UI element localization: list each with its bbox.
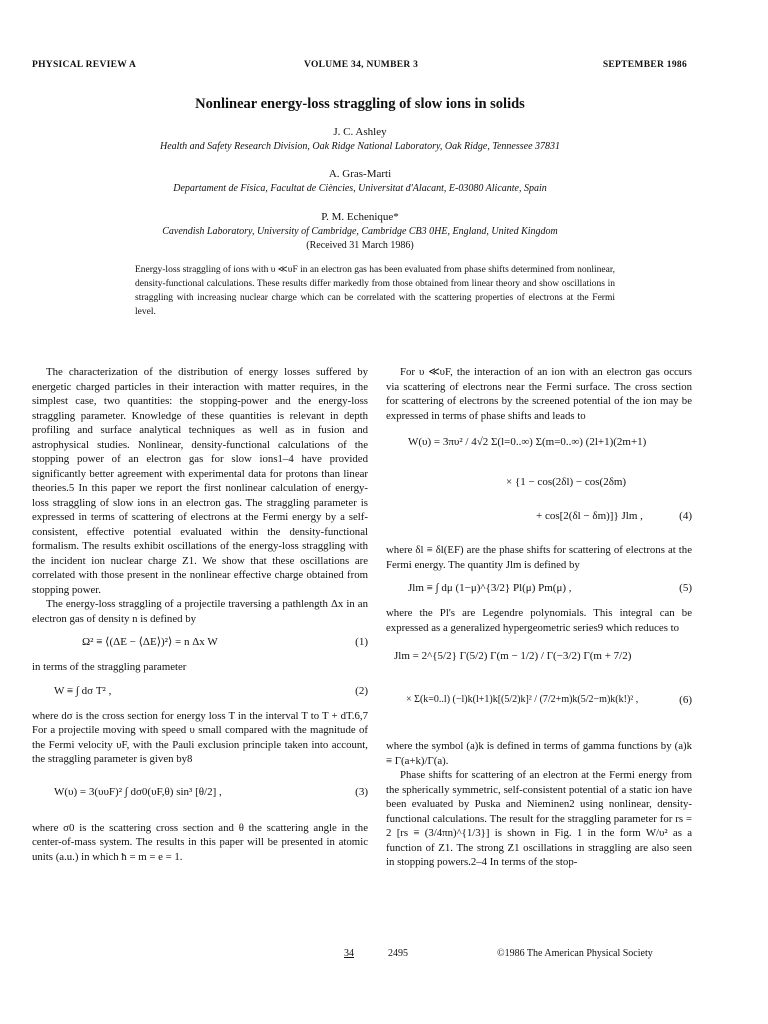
- paragraph-results: Phase shifts for scattering of an electron at the Fermi energy from the spherically symmetric, self-consistent potential of a static ion have been evaluated by Puska and Nieminen2 using nonlinear, density-functional calculations. The result for the straggling parameter for rs = 2 [rs ≡ (3/4πn)^{1/3}] is shown in Fig. 1 in the form W/υ² as a function of Z1. The strong Z1 oscillations in straggling are also seen in stopping powers.2–4 In terms of the stop-: [386, 769, 692, 868]
- equation-4: [386, 429, 692, 537]
- footer-copyright: ©1986 The American Physical Society: [497, 948, 653, 959]
- equation-6: [386, 641, 692, 733]
- equation-4-line-3: + cos[2(δl − δm)]} Jlm ,: [536, 510, 643, 522]
- paragraph-legendre: where the Pl's are Legendre polynomials. This integral can be expressed as a generalized hypergeometric series9 which reduces to: [386, 607, 692, 634]
- equation-5-number: (5): [679, 582, 692, 594]
- paragraph-interaction: For υ ≪υF, the interaction of an ion with an electron gas occurs via scattering of electrons near the Fermi surface. The cross section for scattering of electrons by the screened potential of the ion may be expressed in terms of phase shifts and leads to: [386, 366, 692, 422]
- paper-title: Nonlinear energy-loss straggling of slow ions in solids: [195, 96, 525, 112]
- equation-4-number: (4): [679, 510, 692, 522]
- equation-6-number: (6): [679, 694, 692, 706]
- equation-6-line-1: Jlm = 2^{5/2} Γ(5/2) Γ(m − 1/2) / Γ(−3/2) Γ(m + 7/2): [394, 650, 632, 662]
- equation-4-line-2: × {1 − cos(2δl) − cos(2δm): [506, 476, 627, 488]
- right-column: [386, 365, 692, 870]
- equation-5-body: Jlm ≡ ∫ dμ (1−μ)^{3/2} Pl(μ) Pm(μ) ,: [408, 582, 572, 594]
- paragraph-gamma: where the symbol (a)k is defined in terms of gamma functions by (a)k ≡ Γ(a+k)/Γ(a).: [386, 740, 692, 767]
- journal-name: PHYSICAL REVIEW A: [32, 60, 137, 70]
- equation-4-line-1: W(υ) = 3πυ² / 4√2 Σ(l=0..∞) Σ(m=0..∞) (2l+1)(2m+1): [408, 436, 647, 448]
- running-header: [32, 60, 687, 76]
- equation-2-number: (2): [355, 684, 368, 697]
- affiliation-3: Cavendish Laboratory, University of Cambridge, Cambridge CB3 0HE, England, United Kingdom: [162, 226, 558, 237]
- paragraph-straggling-param: in terms of the straggling parameter: [32, 661, 187, 673]
- author-3: P. M. Echenique*: [321, 211, 399, 223]
- author-1: J. C. Ashley: [333, 126, 387, 138]
- paragraph-phase-shifts: where δl ≡ δl(EF) are the phase shifts for scattering of electrons at the Fermi energy. The quantity Jlm is defined by: [386, 544, 692, 571]
- equation-3-number: (3): [355, 785, 368, 798]
- author-2: A. Gras-Marti: [328, 168, 392, 180]
- equation-1-number: (1): [355, 636, 368, 648]
- equation-3-body: W(υ) = 3(υυF)² ∫ dσ0(υF,θ) sin³ [θ/2] ,: [54, 785, 222, 798]
- footer-page-number: 2495: [388, 948, 408, 959]
- equation-1: [32, 632, 368, 654]
- paragraph-cross-section: where dσ is the cross section for energy loss T in the interval T to T + dT.6,7 For a projectile moving with speed υ small compared with the magnitude of the Fermi velocity υF, with the Pauli exclusion principle taken into account, the straggling parameter is given by8: [32, 709, 368, 765]
- abstract: Energy-loss straggling of ions with υ ≪υF in an electron gas has been evaluated from phase shifts determined from nonlinear, density-functional calculations. These results differ markedly from those obtained from linear theory and show oscillations in straggling with increasing nuclear charge which can be correlated with the scattering properties of electrons at the Fermi level.: [135, 265, 615, 317]
- affiliation-2: Departament de Física, Facultat de Ciències, Universitat d'Alacant, E-03080 Alicante, Spain: [173, 183, 547, 194]
- equation-1-body: Ω² ≡ ⟨(ΔE − ⟨ΔE⟩)²⟩ = n Δx W: [82, 636, 218, 648]
- equation-2: [32, 681, 368, 703]
- affiliation-1: Health and Safety Research Division, Oak Ridge National Laboratory, Oak Ridge, Tennessee 37831: [159, 141, 561, 152]
- volume-issue: VOLUME 34, NUMBER 3: [304, 60, 419, 70]
- received-date: (Received 31 March 1986): [306, 240, 414, 251]
- equation-6-line-2: × Σ(k=0..l) (−l)k(l+1)k[(5/2)k]² / (7/2+m)k(5/2−m)k(k!)² ,: [406, 694, 639, 705]
- paragraph-intro: The characterization of the distribution of energy losses suffered by energetic charged particles in their interaction with matter requires, in the simplest case, two quantities: the stopping-power and the energy-loss straggling parameter. Knowledge of these quantities is relevant in depth profiling and surface analytical techniques as well as in fusion and astrophysical studies. Nonlinear, density-functional calculations of the stopping power of an electron gas for slow ions1–4 have provided significantly better agreement with experimental data for protons than linear theories.5 In this paper we report the first nonlinear calculation of energy-loss straggling of slow ions in an electron gas. The straggling parameter is expressed in terms of scattering of electrons at the Fermi energy by a self-consistent, effective potential evaluated within the density-functional formalism. The results exhibit oscillations of the energy-loss straggling with the incident ion nuclear charge Z1. We show that these oscillations are correlated with those present in the nonlinear effective charge obtained from stopping power.: [32, 366, 368, 596]
- left-column: [32, 365, 368, 864]
- paragraph-definition: The energy-loss straggling of a projectile traversing a pathlength Δx in an electron gas of density n is defined by: [32, 598, 368, 625]
- paragraph-units: where σ0 is the scattering cross section and θ the scattering angle in the center-of-mass system. The results in this paper will be presented in atomic units (a.u.) in which ħ = m = e = 1.: [32, 821, 368, 863]
- page-footer: [0, 948, 768, 964]
- footer-volume: 34: [344, 948, 354, 959]
- equation-3: [32, 773, 368, 815]
- issue-date: SEPTEMBER 1986: [602, 60, 687, 70]
- equation-2-body: W ≡ ∫ dσ T² ,: [54, 684, 112, 697]
- equation-5: [386, 578, 692, 600]
